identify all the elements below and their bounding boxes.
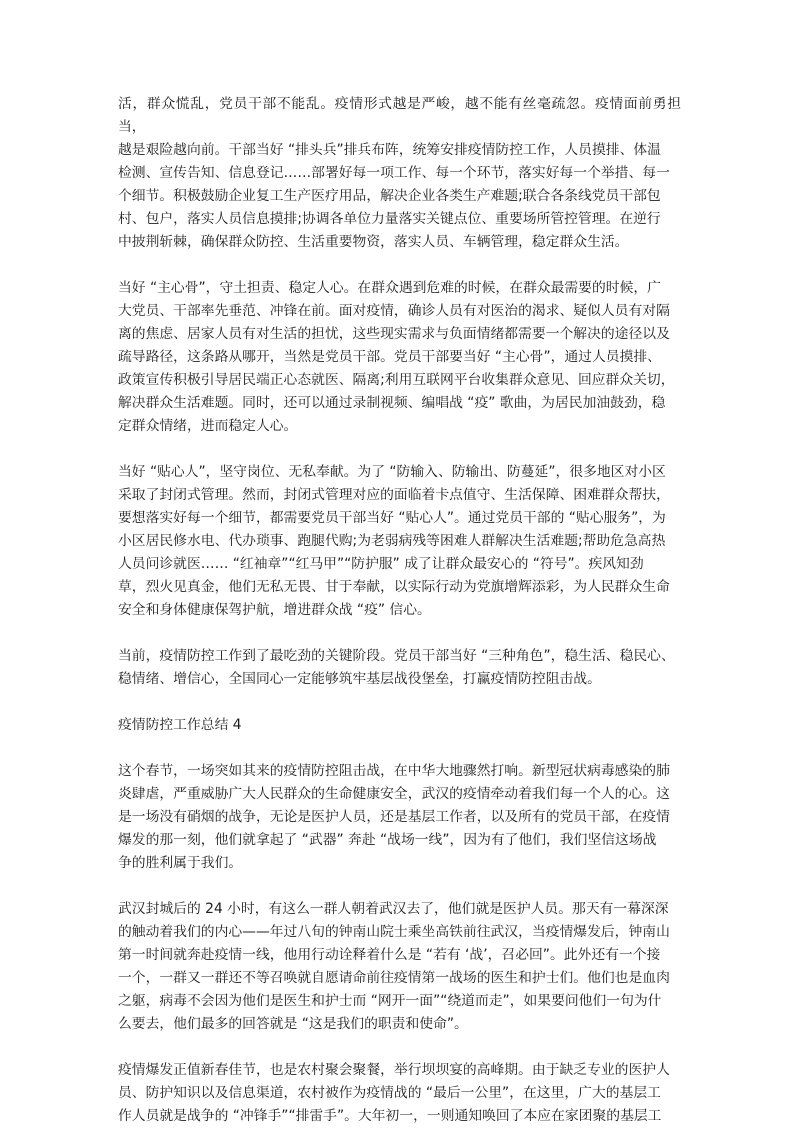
paragraph: 疫情爆发正值新春佳节，也是农村聚会聚餐，举行坝坝宴的高峰期。由于缺乏专业的医护人 员、防护知识以及信息渠道，农村被作为疫情战的 “最后一公里”，在这里，广大的基层工 作人员就是战争的 “冲锋手”“排雷手”。大年初一，一则通知唤回了本应在家团聚的基层工	[118, 1062, 670, 1124]
paragraph: 这个春节，一场突如其来的疫情防控阻击战，在中华大地骤然打响。新型冠状病毒感染的肺 炎肆虐，严重威胁广大人民群众的生命健康安全，武汉的疫情牵动着我们每一个人的心。这 是一场没有硝烟的战争，无论是医护人员，还是基层工作者，以及所有的党员干部，在疫情 爆发的那一刻，他们就拿起了 “武器” 奔赴 “战场一线”，因为有了他们，我们坚信这场战 争的胜利属于我们。	[118, 763, 670, 871]
paragraph: 当前，疫情防控工作到了最吃劲的关键阶段。党员干部当好 “三种角色”，稳生活、稳民心、 稳情绪、增信心，全国同心一定能够筑牢基层战役堡垒，打赢疫情防控阻击战。	[118, 648, 675, 687]
document-page	[118, 93, 681, 1128]
paragraph: 当好 “主心骨”，守土担责、稳定人心。在群众遇到危难的时候，在群众最需要的时候，广 大党员、干部率先垂范、冲锋在前。面对疫情，确诊人员有对医治的渴求、疑似人员有对隔 离的焦虑、居家人员有对生活的担忧，这些现实需求与负面情绪都需要一个解决的途径以及 疏导路径，这条路从哪开，当然是党员干部。党员干部要当好 “主心骨”，通过人员摸排、 政策宣传积极引导居民端正心态就医、隔离;利用互联网平台收集群众意见、回应群众关切， 解决群众生活难题。同时，还可以通过录制视频、编唱战 “疫” 歌曲，为居民加油鼓劲，稳 定群众情绪，进而稳定人心。	[118, 280, 675, 434]
paragraph: 当好 “贴心人”，坚守岗位、无私奉献。为了 “防输入、防输出、防蔓延”，很多地区对小区 采取了封闭式管理。然而，封闭式管理对应的面临着卡点值守、生活保障、困难群众帮扶， 要想落实好每一个细节，都需要党员干部当好 “贴心人”。通过党员干部的 “贴心服务”，为 小区居民修水电、代办琐事、跑腿代购;为老弱病残等困难人群解决生活难题;帮助危急高热 人员问诊就医…… “红袖章”“红马甲”“防护服” 成了让群众最安心的 “符号”。疾风知劲 草，烈火见真金，他们无私无畏、甘于奉献，以实际行动为党旗增辉添彩，为人民群众生命 安全和身体健康保驾护航，增进群众战 “疫” 信心。	[118, 464, 670, 618]
section-heading: 疫情防控工作总结 4	[118, 717, 242, 733]
paragraph: 活，群众慌乱，党员干部不能乱。疫情形式越是严峻，越不能有丝毫疏忽。疫情面前勇担当， 越是艰险越向前。干部当好 “排头兵”排兵布阵，统筹安排疫情防控工作，人员摸排、体温 检测、宣传告知、信息登记……部署好每一项工作、每一个环节，落实好每一个举措、每一 个细节。积极鼓励企业复工生产医疗用品，解决企业各类生产难题;联合各条线党员干部包 村、包户，落实人员信息摸排;协调各单位力量落实关键点位、重要场所管控管理。在逆行 中披荆斩棘，确保群众防控、生活重要物资，落实人员、车辆管理，稳定群众生活。	[118, 96, 681, 250]
paragraph: 武汉封城后的 24 小时，有这么一群人朝着武汉去了，他们就是医护人员。那天有一幕深深 的触动着我们的内心——年过八旬的钟南山院士乘坐高铁前往武汉，当疫情爆发后，钟南山 第一时间就奔赴疫情一线，他用行动诠释着什么是 “若有 ‘战’，召必回”。此外还有一个接 一个，一群又一群还不等召唤就自愿请命前往疫情第一战场的医生和护士们。他们也是血肉 之躯，病毒不会因为他们是医生和护士而 “网开一面”“绕道而走”，如果要问他们一句为什 么要去，他们最多的回答就是 “这是我们的职责和使命”。	[118, 901, 670, 1032]
